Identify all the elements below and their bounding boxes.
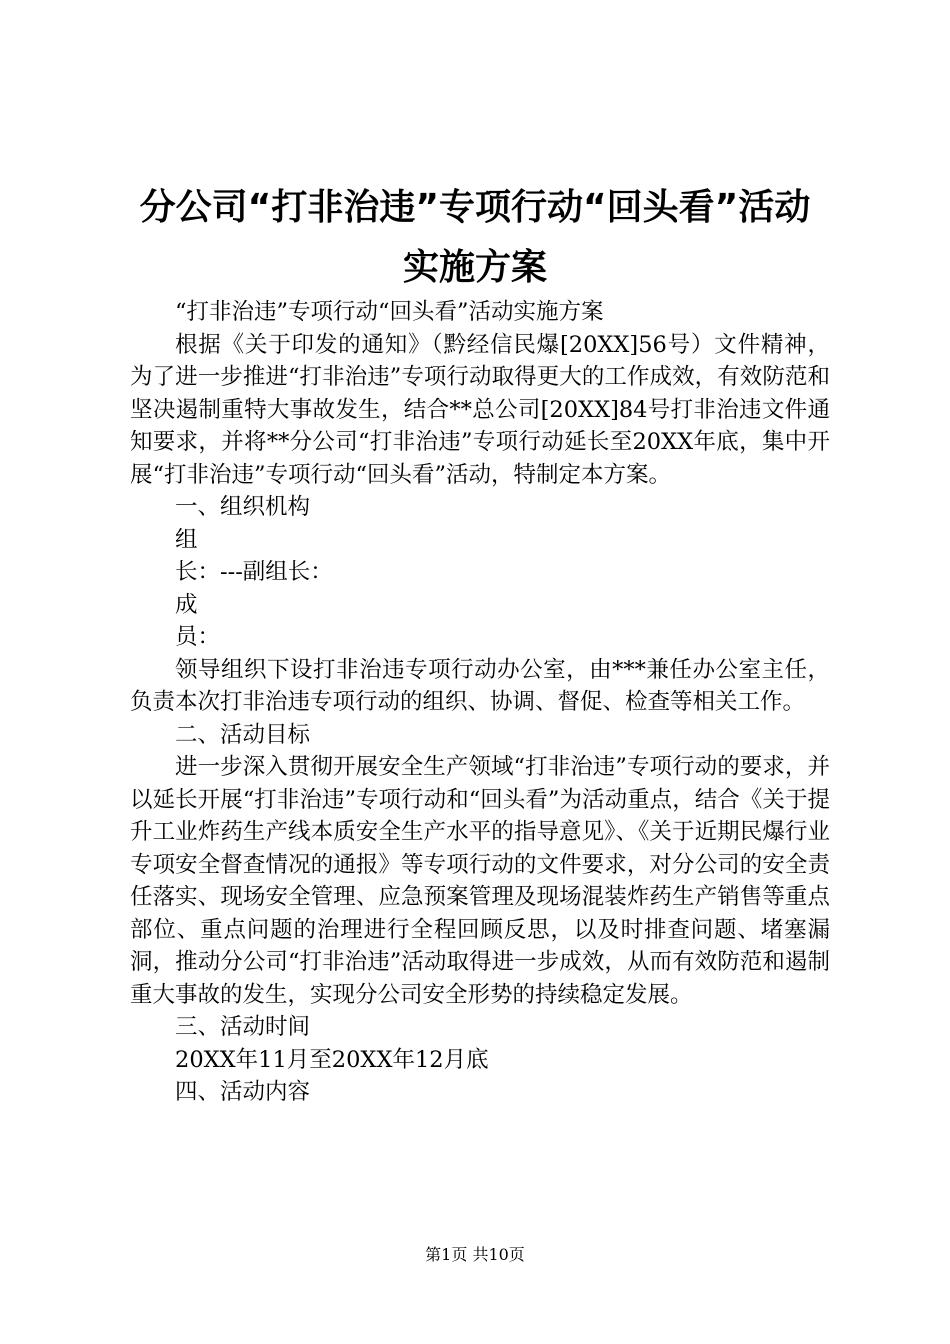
member-label-part1: 成 (175, 591, 198, 618)
leader-label-part2: 长：---副组长： (175, 559, 333, 585)
member-label-part2: 员： (175, 624, 221, 650)
section-heading-goals: 二、活动目标 (175, 721, 311, 748)
subtitle-paragraph: “打非治违”专项行动“回头看”活动实施方案 (175, 299, 604, 325)
section-heading-organization: 一、组织机构 (175, 494, 311, 520)
document-body (130, 296, 830, 1109)
section-heading-time: 三、活动时间 (175, 1014, 311, 1040)
intro-paragraph: 根据《关于印发的通知》（黔经信民爆[20XX]56号）文件精神，为了进一步推进“打非治违”专项行动取得更大的工作成效，有效防范和坚决遏制重特大事故发生，结合**总公司[20XX]84号打非治违文件通知要求，并将**分公司“打非治违”专项行动延长至20XX年底，集中开展“打非治违”专项行动“回头看”活动，特制定本方案。 (130, 331, 830, 488)
document-title-line1: 分公司“打非治违”专项行动“回头看”活动 (139, 187, 811, 228)
leader-label-part1: 组 (175, 526, 198, 553)
time-paragraph: 20XX年11月至20XX年12月底 (175, 1046, 489, 1073)
goals-paragraph: 进一步深入贯彻开展安全生产领域“打非治违”专项行动的要求，并以延长开展“打非治违”专项行动和“回头看”为活动重点，结合《关于提升工业炸药生产线本质安全生产水平的指导意见》、《关于近期民爆行业专项安全督查情况的通报》等专项行动的文件要求，对分公司的安全责任落实、现场安全管理、应急预案管理及现场混装炸药生产销售等重点部位、重点问题的治理进行全程回顾反思，以及时排查问题、堵塞漏洞，推动分公司“打非治违”活动取得进一步成效，从而有效防范和遏制重大事故的发生，实现分公司安全形势的持续稳定发展。 (130, 754, 830, 1008)
page-number-footer: 第1页 共10页 (425, 1245, 525, 1264)
document-title-line2: 实施方案 (402, 247, 547, 288)
office-paragraph: 领导组织下设打非治违专项行动办公室，由***兼任办公室主任，负责本次打非治违专项行动的组织、协调、督促、检查等相关工作。 (130, 656, 830, 715)
section-heading-content: 四、活动内容 (175, 1079, 311, 1105)
